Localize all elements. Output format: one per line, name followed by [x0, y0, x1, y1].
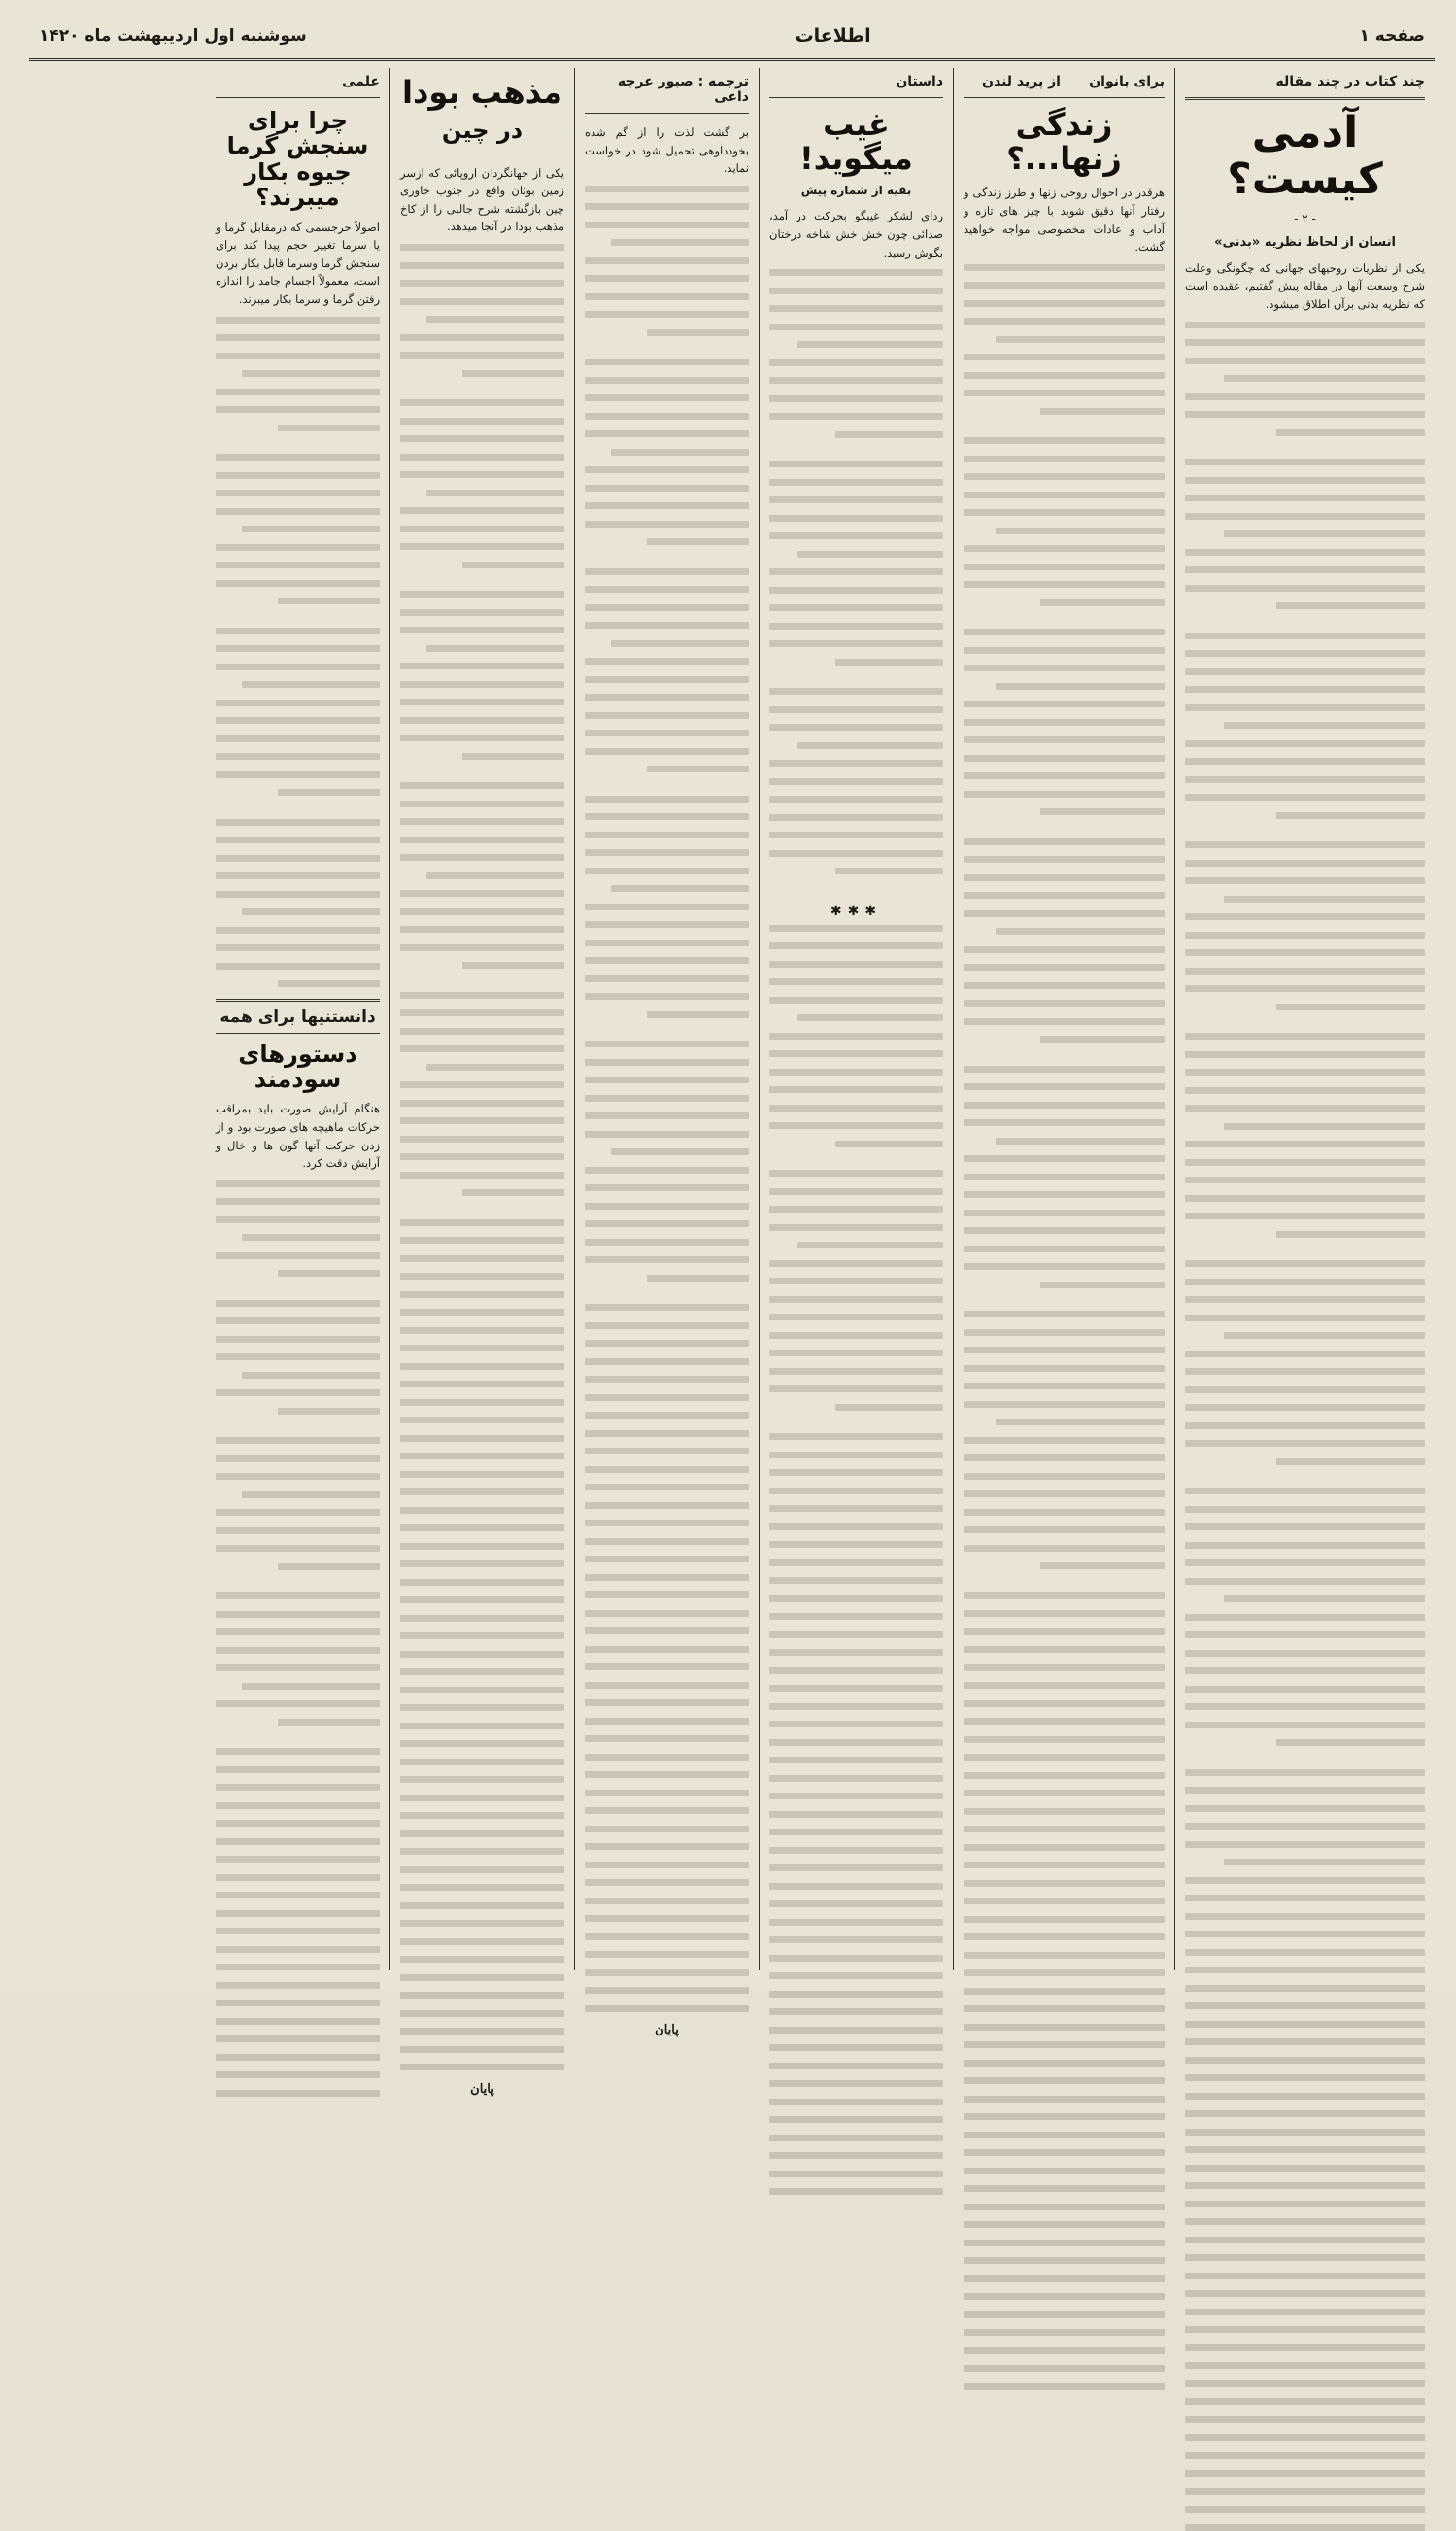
column-ghayb-migoyad	[759, 68, 953, 1970]
article-intro: ردای لشکر غیبگو بحرکت در آمد، صدائی چون خش خش شاخه درختان بگوش رسید.	[769, 209, 943, 259]
kicker-london: از پرید لندن	[982, 74, 1061, 89]
article-intro: اصولاً حرجسمی که درمقابل گرما و یا سرما تغییر حجم پیدا کند برای سنجش گرما وسرما قابل بکار بردن است، معمولاً اجسام جامد را اندازه رفتن گرما و سرما بکار میبرند.	[216, 220, 380, 307]
column-kicker: علمی	[216, 68, 380, 98]
column-kicker: ترجمه : صبور عرجه داعی	[585, 68, 749, 114]
column-adami-kist	[1174, 68, 1435, 1970]
section-intro: هنگام آرایش صورت باید بمراقب حرکات ماهیچه های صورت بود و از زدن حرکت آنها گون ها و خال و آرایش دقت کرد.	[216, 1102, 380, 1171]
article-end: پایان	[470, 2081, 494, 2097]
article-body	[216, 317, 380, 988]
article-subheading: انسان از لحاظ نظریه «بدنی»	[1214, 234, 1396, 250]
article-intro: یکی از جهانگردان اروپائی که ازسر زمین بوتان واقع در جنوب خاوری چین بازگشته شرح جالبی را از کاخ مذهب بودا در آنجا میدهد.	[400, 165, 564, 234]
column-zendegi-zanha	[953, 68, 1174, 1970]
column-kicker: چند کتاب در چند مقاله	[1185, 68, 1425, 100]
article-body	[964, 264, 1165, 2390]
section-body	[216, 1180, 380, 2097]
issue-date: سوشنبه اول اردیبهشت ماه ۱۴۲۰	[39, 26, 307, 46]
paper-name: اطلاعات	[795, 25, 871, 47]
article-headline: غیب میگوید!	[799, 106, 913, 178]
article-headline: چرا برای سنجش گرما جیوه بکار میبرند؟	[226, 107, 369, 212]
masthead	[29, 14, 1435, 61]
article-body	[400, 244, 564, 2070]
article-intro: بر گشت لذت را از گم شده بخودداوهی تحمیل شود در خواست نماید.	[585, 125, 749, 176]
column-kicker	[964, 68, 1165, 98]
continued-label: بقیه از شماره پیش	[800, 184, 912, 198]
article-body: ✱✱✱	[769, 269, 943, 2195]
column-kicker: داستان	[769, 68, 943, 98]
article-headline-line2: در چین	[441, 117, 524, 145]
article-number: - ۲ -	[1294, 211, 1316, 225]
kicker-women: برای بانوان	[1089, 74, 1165, 89]
article-intro: هرقدر در احوال روحی زنها و طرز زندگی و رفتار آنها دقیق شوید با چیز های تازه و آداب و عادات مخصوصی مواجه خواهید گشت.	[964, 186, 1165, 255]
column-science	[206, 68, 389, 1970]
column-story-continued	[574, 68, 759, 2038]
article-headline: زندگی زنها...؟	[1006, 106, 1122, 178]
section-headline: دستورهای سودمند	[238, 1040, 357, 1094]
article-end: پایان	[655, 2023, 679, 2038]
page-label: صفحه ۱	[1359, 26, 1425, 46]
article-headline: مذهب بودا	[402, 74, 562, 111]
article-body	[1185, 322, 1425, 2531]
article-intro: یکی از نظریات روحیهای جهانی که چگونگی وعلت شرح وسعت آنها در مقاله پیش گفتیم، عقیده است که نظریه بدنی برآن اطلاق میشود.	[1185, 260, 1425, 312]
article-headline: آدمی کیست؟	[1227, 108, 1383, 205]
columns	[29, 68, 1435, 2097]
section-title: دانستنیها برای همه	[216, 999, 380, 1034]
article-body	[585, 186, 749, 2012]
column-mazhab-buda	[389, 68, 574, 2097]
